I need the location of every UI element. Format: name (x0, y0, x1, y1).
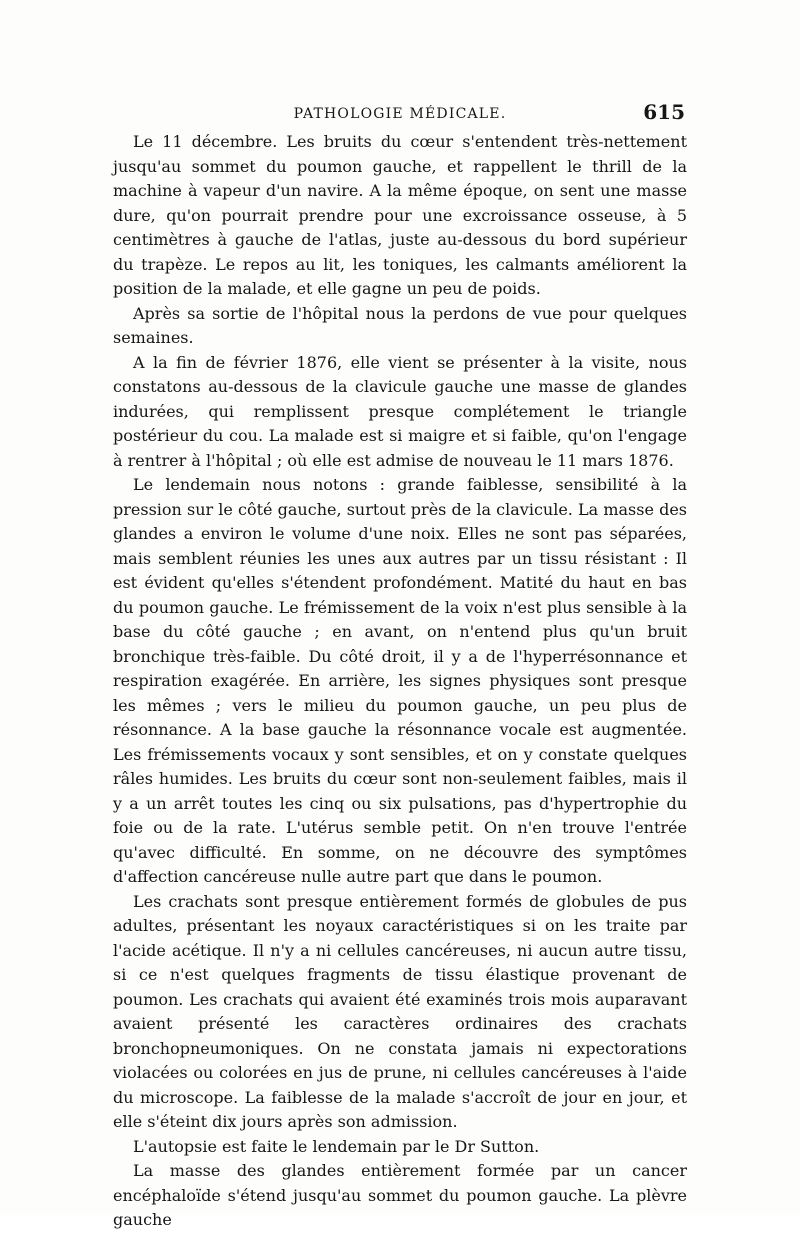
page-number: 615 (643, 100, 685, 124)
page-header (115, 100, 685, 126)
paragraph: A la fin de février 1876, elle vient se présenter à la visite, nous constatons au-dessous de la clavicule gauche une masse de glandes indurées, qui remplissent presque complétement le triangle postérieur du cou. La malade est si maigre et si faible, qu'on l'engage à rentrer à l'hôpital ; où elle est admise de nouveau le 11 mars 1876. (113, 352, 687, 470)
paragraph: Le lendemain nous notons : grande faiblesse, sensibilité à la pression sur le côté gauche, surtout près de la clavicule. La masse des glandes a environ le volume d'une noix. Elles ne sont pas séparées, mais semblent réunies les unes aux autres par un tissu résistant : Il est évident qu'elles s'étendent profondément. Matité du haut en bas du poumon gauche. Le frémissement de la voix n'est plus sensible à la base du côté gauche ; en avant, on n'entend plus qu'un bruit bronchique très-faible. Du côté droit, il y a de l'hyperrésonnance et respiration exagérée. En arrière, les signes physiques sont presque les mêmes ; vers le milieu du poumon gauche, un peu plus de résonnance. A la base gauche la résonnance vocale est augmentée. Les frémissements vocaux y sont sensibles, et on y constate quelques râles humides. Les bruits du cœur sont non-seulement faibles, mais il y a un arrêt toutes les cinq ou six pulsations, pas d'hypertrophie du foie ou de la rate. L'utérus semble petit. On n'en trouve l'entrée qu'avec difficulté. En somme, on ne découvre des symptômes d'affection cancéreuse nulle autre part que dans le poumon. (113, 475, 687, 886)
paragraph: La masse des glandes entièrement formée par un cancer encéphaloïde s'étend jusqu'au sommet du poumon gauche. La plèvre gauche (113, 1161, 687, 1229)
paragraph: Les crachats sont presque entièrement formés de globules de pus adultes, présentant les noyaux caractéristiques si on les traite par l'acide acétique. Il n'y a ni cellules cancéreuses, ni aucun autre tissu, si ce n'est quelques fragments de tissu élastique provenant de poumon. Les crachats qui avaient été examinés trois mois auparavant avaient présenté les caractères ordinaires des crachats bronchopneumoniques. On ne constata jamais ni expectorations violacées ou colorées en jus de prune, ni cellules cancéreuses à l'aide du microscope. La faiblesse de la malade s'accroît de jour en jour, et elle s'éteint dix jours après son admission. (113, 891, 687, 1131)
body-text (113, 130, 687, 1233)
paragraph: Le 11 décembre. Les bruits du cœur s'entendent très-nettement jusqu'au sommet du poumon gauche, et rappellent le thrill de la machine à vapeur d'un navire. A la même époque, on sent une masse dure, qu'on pourrait prendre pour une excroissance osseuse, à 5 centimètres à gauche de l'atlas, juste au-dessous du bord supérieur du trapèze. Le repos au lit, les toniques, les calmants améliorent la position de la malade, et elle gagne un peu de poids. (113, 132, 687, 298)
paragraph: L'autopsie est faite le lendemain par le Dr Sutton. (133, 1136, 540, 1156)
running-head: PATHOLOGIE MÉDICALE. (293, 106, 507, 122)
paragraph: Après sa sortie de l'hôpital nous la perdons de vue pour quelques semaines. (113, 303, 687, 347)
